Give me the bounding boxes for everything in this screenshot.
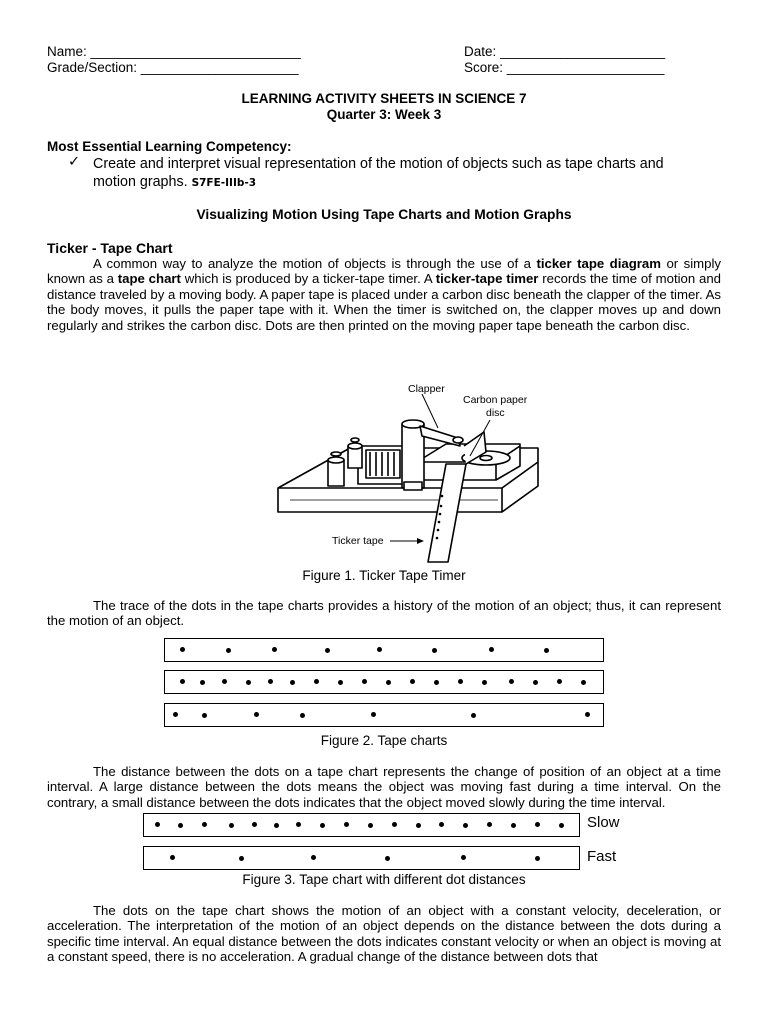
competency-code: S7FE-IIIb-3 (191, 177, 257, 189)
tape-chart-2-dot (458, 679, 463, 684)
tape-chart-2-dot (410, 679, 415, 684)
slow-tape-dot (229, 823, 234, 828)
tape-chart-3-dot (202, 713, 207, 718)
slow-label: Slow (587, 814, 620, 831)
slow-tape-dot (559, 823, 564, 828)
tape-chart-1-dot (325, 648, 330, 653)
section-title: Visualizing Motion Using Tape Charts and Motion Graphs (196, 207, 572, 222)
slow-tape-dot (344, 822, 349, 827)
slow-tape-chart (143, 813, 580, 837)
grade-section-field[interactable]: Grade/Section: _____________________ (47, 60, 299, 75)
tape-chart-1-dot (432, 648, 437, 653)
distance-paragraph: The distance between the dots on a tape chart represents the change of position of an object at a time interval. A large distance between the dots means the object was moving fast during a time interval. On the contrary, a small distance between the dots indicates that the object moved slowly during the time interval. (47, 764, 721, 810)
score-field[interactable]: Score: _____________________ (464, 60, 665, 75)
slow-tape-dot (439, 822, 444, 827)
date-field[interactable]: Date: ______________________ (464, 44, 666, 59)
tape-chart-3-dot (173, 712, 178, 717)
tape-chart-1 (164, 638, 604, 662)
fast-tape-dot (311, 855, 316, 860)
tape-chart-2-dot (338, 680, 343, 685)
tape-chart-1-dot (272, 647, 277, 652)
tape-chart-2-dot (268, 679, 273, 684)
slow-tape-dot (296, 822, 301, 827)
fast-tape-dot (385, 856, 390, 861)
tape-chart-2-dot (533, 680, 538, 685)
tape-chart-2-dot (557, 679, 562, 684)
clapper-label: Clapper (408, 383, 445, 395)
tape-chart-1-dot (226, 648, 231, 653)
tape-chart-1-dot (180, 647, 185, 652)
slow-tape-dot (463, 823, 468, 828)
competency-heading: Most Essential Learning Competency: (47, 139, 292, 154)
slow-tape-dot (511, 823, 516, 828)
tape-chart-3-dot (300, 713, 305, 718)
tape-chart-2-dot (482, 680, 487, 685)
slow-tape-dot (368, 823, 373, 828)
slow-tape-dot (274, 823, 279, 828)
slow-tape-dot (320, 823, 325, 828)
slow-tape-dot (202, 822, 207, 827)
tape-chart-2-dot (180, 679, 185, 684)
fast-tape-dot (535, 856, 540, 861)
ticker-heading: Ticker - Tape Chart (47, 240, 173, 256)
figure-2-caption: Figure 2. Tape charts (320, 733, 448, 748)
motion-paragraph: The dots on the tape chart shows the motion of an object with a constant velocity, deceleration, or acceleration. The interpretation of the motion of an object depends on the distance between the dots during a specific time interval. An equal distance between the dots indicates constant velocity or when an object is moving at a constant speed, there is no acceleration. A gradual change of the distance between dots that (47, 903, 721, 965)
tape-chart-3-dot (585, 712, 590, 717)
tape-chart-2-dot (200, 680, 205, 685)
tape-chart-2-dot (434, 680, 439, 685)
trace-paragraph: The trace of the dots in the tape charts provides a history of the motion of an object; thus, it can represent the motion of an object. (47, 598, 721, 629)
tape-chart-1-dot (377, 647, 382, 652)
slow-tape-dot (416, 823, 421, 828)
fast-tape-dot (170, 855, 175, 860)
fast-label: Fast (587, 848, 617, 865)
competency-line-1: Create and interpret visual representation of the motion of objects such as tape charts and (93, 156, 664, 172)
carbon-disc-label-2: disc (486, 407, 505, 419)
ticker-tape-timer-illustration (270, 376, 550, 568)
slow-tape-dot (535, 822, 540, 827)
tape-chart-2-dot (222, 679, 227, 684)
slow-tape-dot (178, 823, 183, 828)
sheet-subtitle: Quarter 3: Week 3 (326, 107, 442, 122)
slow-tape-dot (392, 822, 397, 827)
tape-chart-2-dot (362, 679, 367, 684)
name-field[interactable]: Name: ____________________________ (47, 44, 301, 59)
competency-text (93, 155, 664, 192)
tape-chart-2-dot (509, 679, 514, 684)
tape-chart-1-dot (489, 647, 494, 652)
tape-chart-2-dot (246, 680, 251, 685)
tape-chart-3-dot (471, 713, 476, 718)
tape-chart-2-dot (290, 680, 295, 685)
tape-chart-2-dot (386, 680, 391, 685)
checkmark-icon: ✓ (68, 154, 81, 170)
tape-chart-1-dot (544, 648, 549, 653)
fast-tape-dot (239, 856, 244, 861)
slow-tape-dot (252, 822, 257, 827)
competency-line-2: motion graphs. S7FE-IIIb-3 (93, 174, 257, 190)
tape-chart-2 (164, 670, 604, 694)
figure-3-caption: Figure 3. Tape chart with different dot distances (242, 872, 526, 887)
ticker-tape-label: Ticker tape (332, 535, 384, 547)
tape-chart-3-dot (371, 712, 376, 717)
ticker-paragraph: A common way to analyze the motion of objects is through the use of a ticker tape diagram or simply known as a tape chart which is produced by a ticker-tape timer. A ticker-tape timer records the time of motion and distance traveled by a moving body. A paper tape is placed under a carbon disc beneath the clapper of the timer. As the body moves, it pulls the paper tape with it. When the timer is switched on, the clapper moves up and down regularly and strikes the carbon disc. Dots are then printed on the moving paper tape beneath the carbon disc. (47, 256, 722, 333)
fast-tape-dot (461, 855, 466, 860)
fast-tape-chart (143, 846, 580, 870)
tape-chart-3 (164, 703, 604, 727)
slow-tape-dot (487, 822, 492, 827)
sheet-title: LEARNING ACTIVITY SHEETS IN SCIENCE 7 (241, 91, 527, 106)
tape-chart-2-dot (581, 680, 586, 685)
carbon-disc-label-1: Carbon paper (463, 394, 528, 406)
slow-tape-dot (155, 822, 160, 827)
tape-chart-2-dot (314, 679, 319, 684)
figure-1-caption: Figure 1. Ticker Tape Timer (302, 568, 466, 583)
tape-chart-3-dot (254, 712, 259, 717)
